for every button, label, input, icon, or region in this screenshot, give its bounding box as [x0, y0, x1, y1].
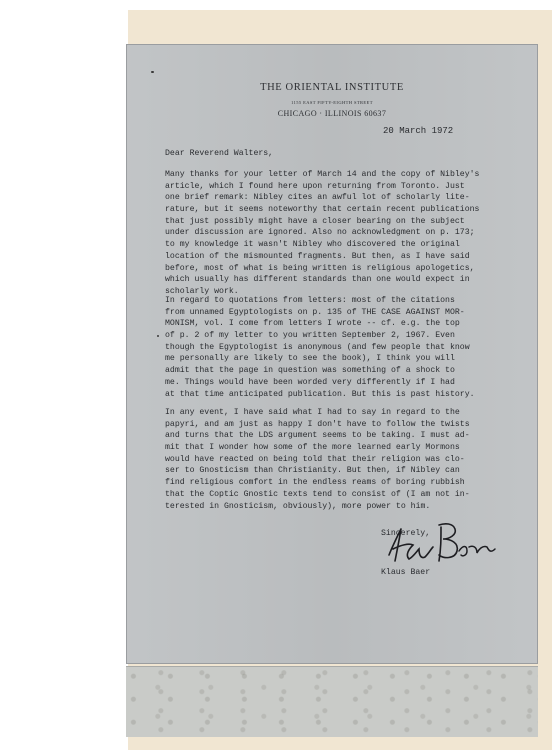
- letter-line: me personally are likely to see the book), I think you will: [165, 354, 455, 364]
- letter-line: In regard to quotations from letters: most of the citations: [165, 296, 455, 305]
- letter-line: ser to Gnosticism than Christianity. But then, if Nibley can: [165, 466, 460, 476]
- mottled-backing-strip: [126, 666, 538, 737]
- paragraph-1: [165, 169, 543, 298]
- letter-line: that just possibly might have a closer bearing on the subject: [165, 216, 465, 226]
- letter-line: me. Things would have been worded very differently if I had: [165, 377, 455, 387]
- letter-line: which usually has different standards than one would expect in: [165, 275, 470, 285]
- closing: Sincerely,: [381, 529, 431, 538]
- handwritten-signature: [379, 515, 499, 571]
- letter-line: In any event, I have said what I had to say in regard to the: [165, 408, 460, 417]
- signer-name: Klaus Baer: [381, 568, 431, 577]
- letter-line: location of the mismounted fragments. But then, as I have said: [165, 251, 470, 261]
- letterhead-street: 1155 EAST FIFTY-EIGHTH STREET: [291, 100, 373, 105]
- letter-line: at that time anticipated publication. But this is past history.: [165, 389, 475, 399]
- letter-line: MONISM, vol. I come from letters I wrote -- cf. e.g. the top: [165, 319, 460, 329]
- letter-line: article, which I found here upon returning from Toronto. Just: [165, 181, 465, 191]
- letter-line: mit that I wonder how some of the more learned early Mormons: [165, 443, 460, 453]
- letter-date: 20 March 1972: [383, 126, 454, 136]
- scan-speck: [151, 71, 154, 73]
- salutation: Dear Reverend Walters,: [165, 149, 274, 158]
- letter-line: from unnamed Egyptologists on p. 135 of THE CASE AGAINST MOR-: [165, 307, 465, 317]
- letter-line: to my knowledge it wasn't Nibley who discovered the original: [165, 240, 460, 250]
- letter-line: rature, but it seems noteworthy that certain recent publications: [165, 205, 480, 215]
- letter-line: and turns that the LDS argument seems to be taking. I must ad-: [165, 431, 470, 441]
- letter-line: find religious comfort in the endless reams of boring rubbish: [165, 478, 465, 488]
- scan-speck: [157, 335, 159, 337]
- letter-sheet: [126, 44, 538, 664]
- letter-line: under discussion are ignored. Also no acknowledgment on p. 173;: [165, 228, 475, 238]
- letter-line: though the Egyptologist is anonymous (and few people that know: [165, 342, 470, 352]
- letterhead-institution: THE ORIENTAL INSTITUTE: [260, 82, 404, 93]
- letter-line: would have reacted on being told that their religion was clo-: [165, 454, 465, 464]
- paragraph-2: [165, 295, 543, 400]
- paragraph-3: [165, 407, 543, 512]
- letter-line: Many thanks for your letter of March 14 and the copy of Nibley's: [165, 170, 480, 179]
- letter-line: admit that the page in question was something of a shock to: [165, 366, 455, 376]
- letterhead-city: CHICAGO · ILLINOIS 60637: [277, 109, 387, 118]
- letter-line: terested in Gnosticism, obviously), more power to him.: [165, 501, 431, 511]
- letter-line: that the Coptic Gnostic texts tend to consist of (I am not in-: [165, 489, 470, 499]
- letter-line: scholarly work.: [165, 286, 239, 296]
- letter-line: before, most of what is being written is religious apologetics,: [165, 263, 475, 273]
- letter-line: one brief remark: Nibley cites an awful lot of scholarly lite-: [165, 193, 470, 203]
- letter-line: of p. 2 of my letter to you written September 2, 1967. Even: [165, 331, 455, 341]
- letter-line: papyri, and am just as happy I don't have to follow the twists: [165, 419, 470, 429]
